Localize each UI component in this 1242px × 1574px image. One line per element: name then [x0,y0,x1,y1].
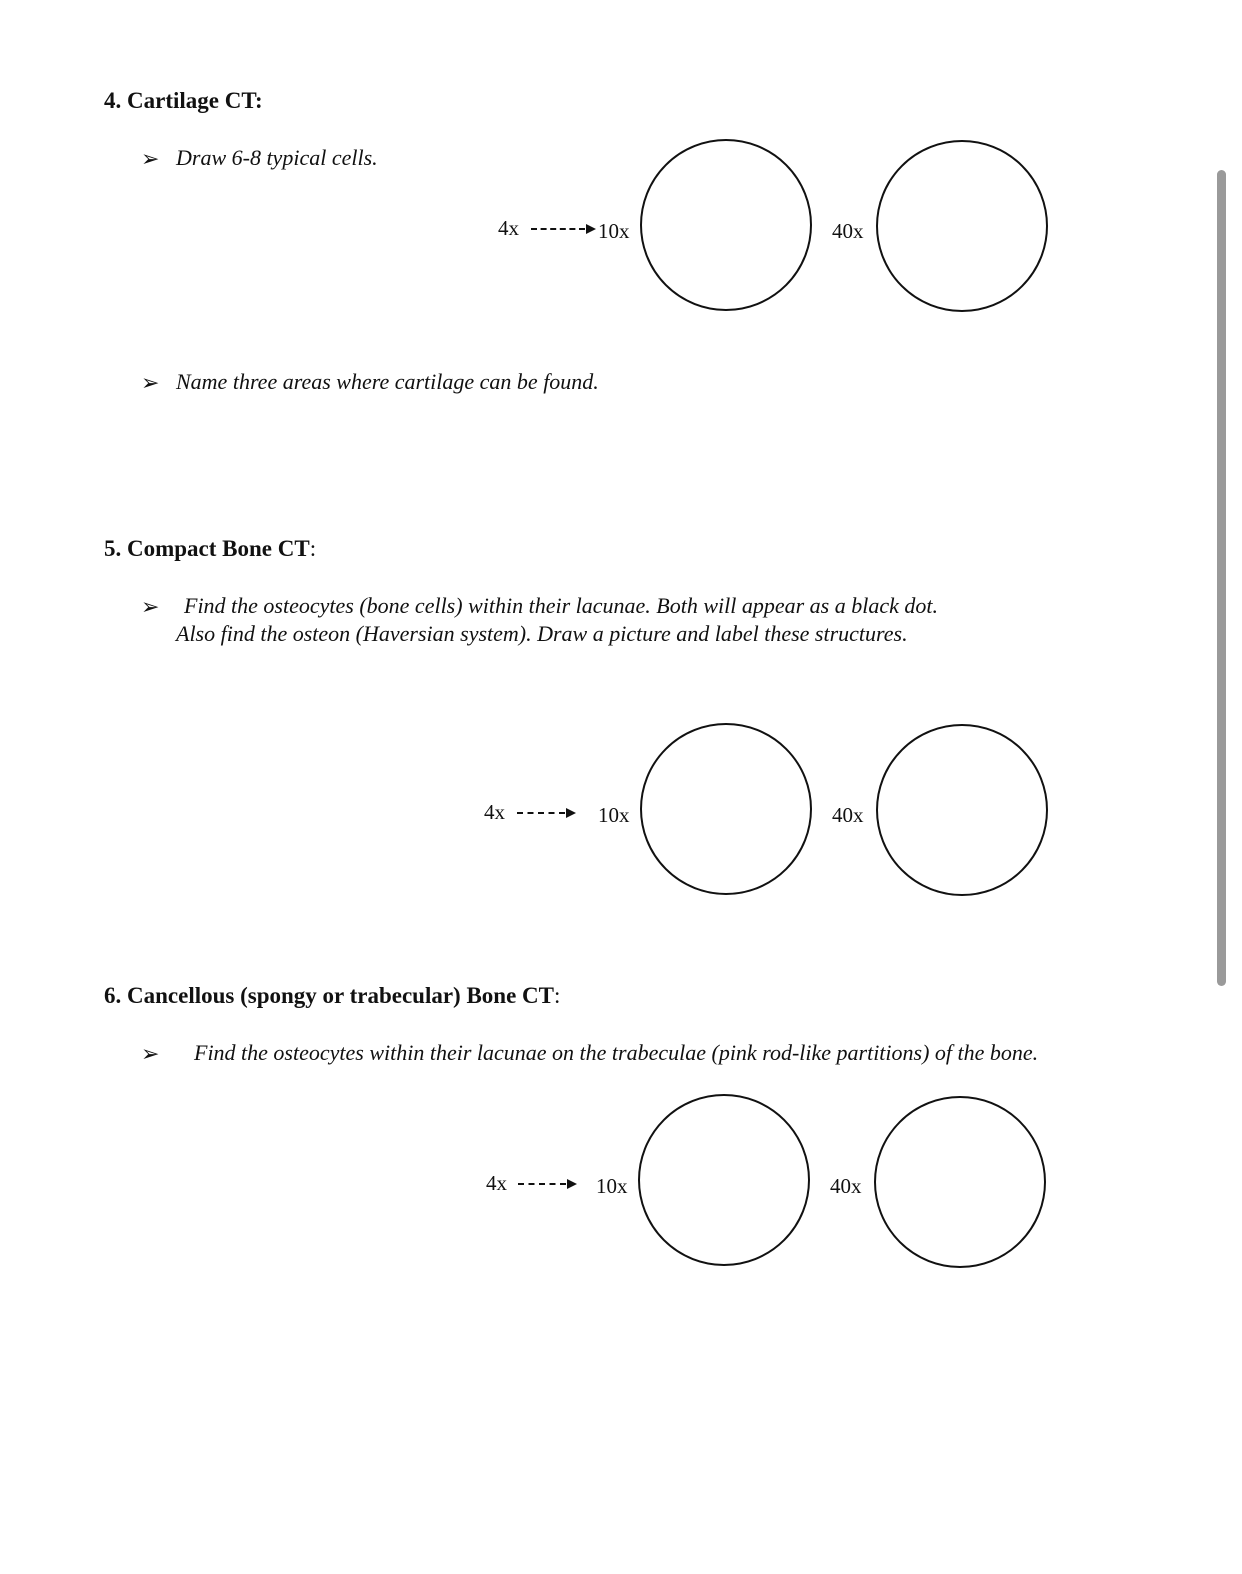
bullet-arrow-icon: ➢ [141,594,160,619]
section-5-bullet-1-line-1: Find the osteocytes (bone cells) within their lacunae. Both will appear as a black dot. [184,593,938,618]
section-4-bullet-2-text: Name three areas where cartilage can be found. [176,369,599,394]
section-4-drawing-circle-40x[interactable] [876,140,1048,312]
section-6-mag-4x-label: 4x [486,1171,507,1195]
section-5-bullet-1-line-2: Also find the osteon (Haversian system). Draw a picture and label these structures. [176,621,908,646]
section-5-heading-text: 5. Compact Bone CT [104,536,310,561]
section-6-heading-suffix: : [554,983,561,1008]
section-5-dashed-arrow-line [517,812,565,814]
section-5-heading [104,536,316,562]
section-5-mag-4x-label: 4x [484,800,505,824]
section-4-mag-10x-label: 10x [598,219,630,243]
vertical-scrollbar[interactable] [1217,170,1226,986]
section-4-mag-40x-label: 40x [832,219,864,243]
section-6-heading-text: 6. Cancellous (spongy or trabecular) Bone CT [104,983,554,1008]
section-5-heading-suffix: : [309,536,317,561]
section-6-drawing-circle-10x[interactable] [638,1094,810,1266]
section-6-bullet-1-text: Find the osteocytes within their lacunae on the trabeculae (pink rod-like partitions) of the bone. [194,1040,1039,1065]
section-5-mag-10x-label: 10x [598,803,630,827]
section-6-heading [104,983,560,1009]
section-6-arrowhead-icon [567,1179,577,1189]
bullet-arrow-icon: ➢ [141,1041,160,1066]
section-5-drawing-circle-10x[interactable] [640,723,812,895]
section-6-mag-40x-label: 40x [830,1174,862,1198]
section-4-heading-text: 4. Cartilage CT: [104,88,263,113]
section-4-dashed-arrow-line [531,228,585,230]
section-4-bullet-1-text: Draw 6-8 typical cells. [176,145,378,170]
section-5-mag-40x-label: 40x [832,803,864,827]
section-4-mag-4x-label: 4x [498,216,519,240]
section-6-dashed-arrow-line [518,1183,566,1185]
bullet-arrow-icon: ➢ [141,146,160,171]
bullet-arrow-icon: ➢ [141,370,160,395]
section-4-arrowhead-icon [586,224,596,234]
section-4-drawing-circle-10x[interactable] [640,139,812,311]
section-5-arrowhead-icon [566,808,576,818]
section-4-heading [104,88,263,114]
section-6-drawing-circle-40x[interactable] [874,1096,1046,1268]
section-6-mag-10x-label: 10x [596,1174,628,1198]
section-5-drawing-circle-40x[interactable] [876,724,1048,896]
